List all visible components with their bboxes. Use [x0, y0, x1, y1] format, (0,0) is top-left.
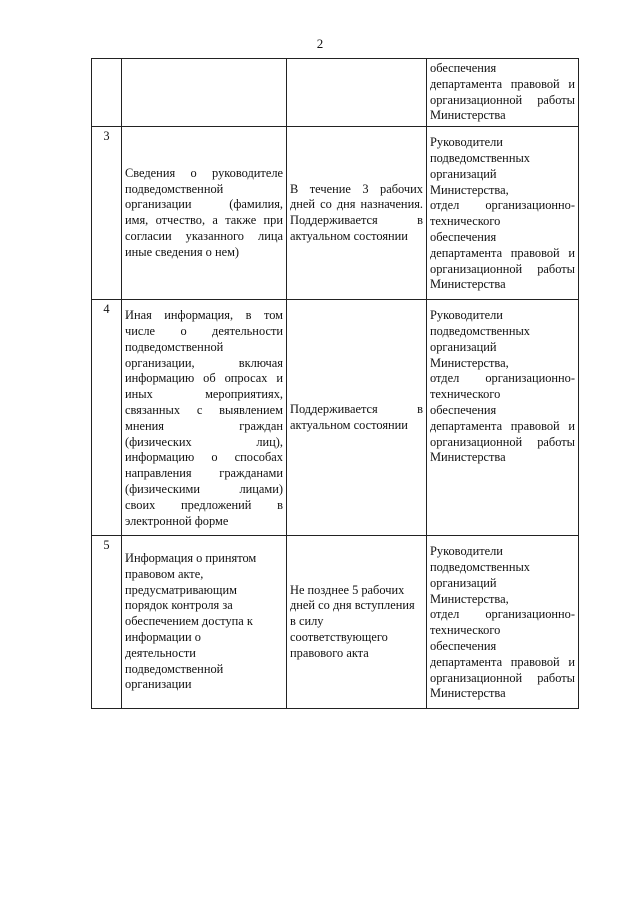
table-row: [92, 536, 579, 709]
info-line: предусматривающим: [125, 582, 237, 597]
info-cell: [122, 127, 287, 300]
info-line: деятельности: [125, 645, 196, 660]
table-row: [92, 59, 579, 127]
period-line: Поддерживается в: [290, 401, 423, 416]
period-cell: [287, 59, 427, 127]
responsible-line: департамента правовой и: [430, 76, 575, 91]
period-line: правового акта: [290, 645, 369, 660]
page-number: 2: [316, 36, 324, 51]
info-line: информацию об опросах и: [125, 371, 283, 386]
info-line: согласии указанного лица: [125, 228, 283, 243]
period-line: в силу: [290, 614, 324, 629]
responsible-line: подведомственных: [430, 323, 530, 338]
info-line: Информация о принятом: [125, 551, 257, 566]
info-cell: [122, 59, 287, 127]
responsible-line: обеспечения: [430, 402, 497, 417]
info-line: (физическими лицами): [125, 481, 283, 496]
period-line: Поддерживается в: [290, 213, 423, 228]
information-table: [91, 58, 579, 709]
period-line: соответствующего: [290, 630, 388, 645]
info-line: электронной форме: [125, 513, 229, 528]
responsible-line: Руководители: [430, 544, 503, 559]
responsible-line: организаций: [430, 575, 497, 590]
responsible-line: департамента правовой и: [430, 418, 575, 433]
info-line: имя, отчество, а также при: [125, 213, 283, 228]
info-line: иные сведения о нем): [125, 244, 240, 259]
period-line: актуальном состоянии: [290, 417, 408, 432]
responsible-line: технического: [430, 623, 501, 638]
period-line: дней со дня назначения.: [290, 197, 423, 212]
responsible-line: Министерства,: [430, 182, 509, 197]
info-line: Сведения о руководителе: [125, 165, 283, 180]
period-cell: [287, 536, 427, 709]
responsible-cell: [427, 59, 579, 127]
table-row: [92, 300, 579, 536]
responsible-cell: [427, 300, 579, 536]
responsible-cell: [427, 127, 579, 300]
responsible-line: Министерства: [430, 450, 506, 465]
responsible-line: организационной работы: [430, 434, 575, 449]
period-cell: [287, 127, 427, 300]
period-line: дней со дня вступления: [290, 598, 415, 613]
responsible-line: департамента правовой и: [430, 245, 575, 260]
responsible-line: Руководители: [430, 135, 503, 150]
period-line: Не позднее 5 рабочих: [290, 582, 405, 597]
table-row: [92, 127, 579, 300]
responsible-line: Министерства: [430, 108, 506, 123]
responsible-cell: [427, 536, 579, 709]
responsible-line: Руководители: [430, 308, 503, 323]
responsible-line: организаций: [430, 339, 497, 354]
period-line: актуальном состоянии: [290, 228, 408, 243]
info-cell: [122, 536, 287, 709]
info-line: порядок контроля за: [125, 598, 233, 613]
row-number-cell: 5: [92, 536, 122, 709]
info-line: направления гражданами: [125, 466, 283, 481]
responsible-line: обеспечения: [430, 229, 497, 244]
responsible-line: обеспечения: [430, 61, 497, 75]
info-line: Иная информация, в том: [125, 308, 283, 323]
responsible-line: Министерства,: [430, 355, 509, 370]
period-line: В течение 3 рабочих: [290, 181, 423, 196]
info-line: обеспечением доступа к: [125, 614, 253, 629]
responsible-line: технического: [430, 387, 501, 402]
row-number-cell: 3: [92, 127, 122, 300]
responsible-line: организаций: [430, 166, 497, 181]
info-line: организации, включая: [125, 355, 283, 370]
info-line: подведомственной: [125, 661, 224, 676]
info-line: своих предложений в: [125, 497, 283, 512]
info-line: подведомственной: [125, 339, 224, 354]
responsible-line: подведомственных: [430, 559, 530, 574]
info-line: организации (фамилия,: [125, 197, 283, 212]
responsible-line: отдел организационно-: [430, 607, 575, 622]
responsible-line: организационной работы: [430, 92, 575, 107]
row-number-cell: 4: [92, 300, 122, 536]
responsible-line: отдел организационно-: [430, 198, 575, 213]
info-line: числе о деятельности: [125, 323, 283, 338]
period-cell: [287, 300, 427, 536]
info-line: правовом акте,: [125, 566, 204, 581]
info-line: связанных с выявлением: [125, 402, 283, 417]
info-line: подведомственной: [125, 181, 224, 196]
responsible-line: подведомственных: [430, 150, 530, 165]
info-cell: [122, 300, 287, 536]
info-line: организации: [125, 677, 192, 692]
responsible-line: организационной работы: [430, 261, 575, 276]
responsible-line: обеспечения: [430, 638, 497, 653]
responsible-line: Министерства: [430, 277, 506, 292]
info-line: информацию о способах: [125, 450, 283, 465]
info-line: мнения граждан: [125, 418, 283, 433]
info-line: иных мероприятиях,: [125, 387, 283, 402]
responsible-line: Министерства,: [430, 591, 509, 606]
responsible-line: Министерства: [430, 686, 506, 701]
info-line: информации о: [125, 630, 201, 645]
responsible-line: организационной работы: [430, 670, 575, 685]
responsible-line: департамента правовой и: [430, 654, 575, 669]
row-number-cell: [92, 59, 122, 127]
info-line: (физических лиц),: [125, 434, 283, 449]
responsible-line: отдел организационно-: [430, 371, 575, 386]
responsible-line: технического: [430, 214, 501, 229]
